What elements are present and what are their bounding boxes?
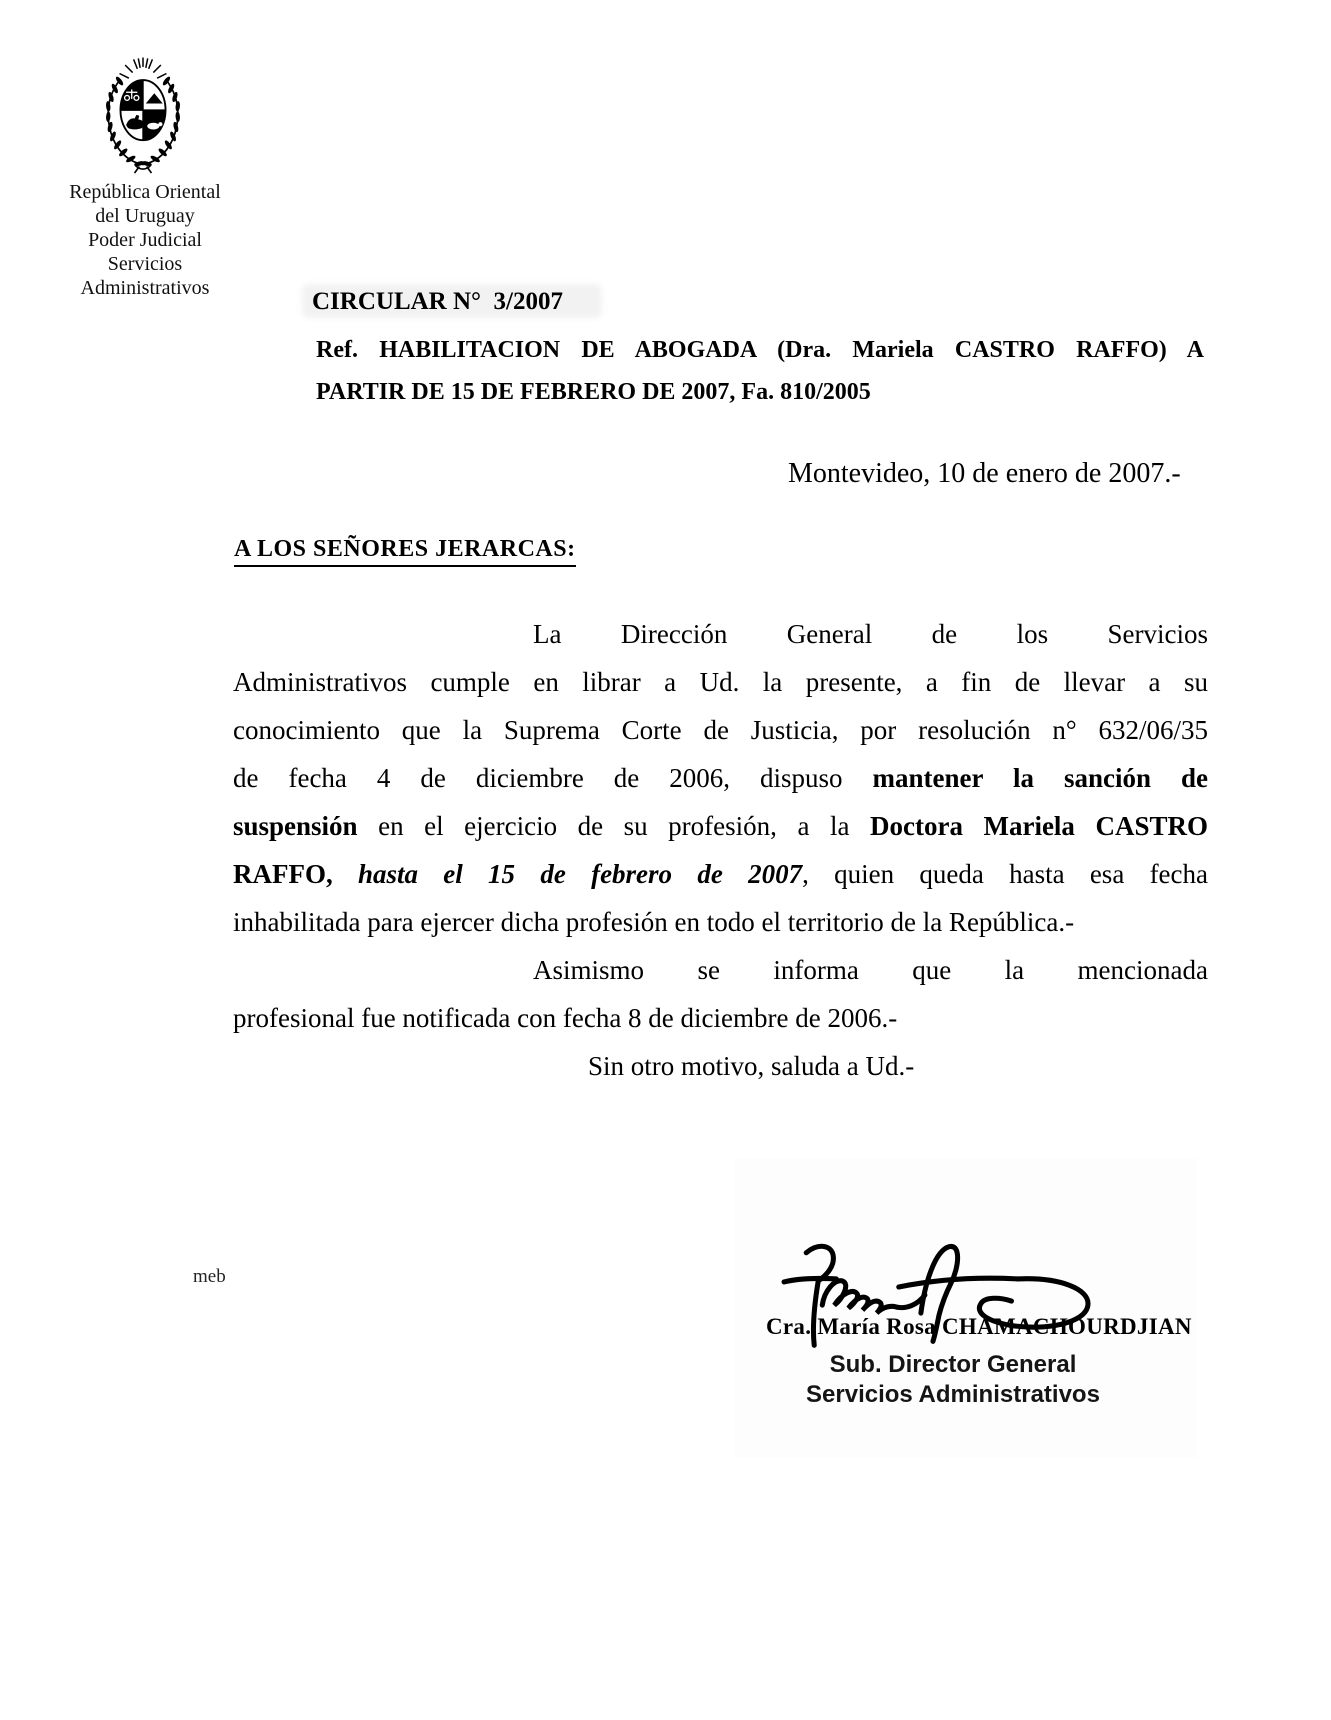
org-line: del Uruguay	[95, 205, 195, 227]
body-text-bold: mantener la sanción de	[872, 763, 1209, 793]
signer-department: Servicios Administrativos	[806, 1381, 1100, 1408]
body-text: , quien queda hasta esa fecha	[802, 859, 1209, 889]
circular-number: CIRCULAR N° 3/2007	[312, 288, 563, 315]
reference-line-1: Ref. HABILITACION DE ABOGADA (Dra. Mariela CASTRO RAFFO) A	[316, 337, 1204, 363]
salutation-text: A LOS SEÑORES JERARCAS:	[234, 536, 576, 567]
body-line: Asimismo se informa que la mencionada	[533, 955, 1208, 985]
body-line: inhabilitada para ejercer dicha profesión en todo el territorio de la República.-	[233, 907, 1075, 937]
closing-line: Sin otro motivo, saluda a Ud.-	[588, 1051, 915, 1081]
body-line	[233, 850, 1208, 898]
body-line: conocimiento que la Suprema Corte de Justicia, por resolución n° 632/06/35	[233, 715, 1208, 745]
salutation	[234, 536, 576, 567]
body-text-bold: suspensión	[233, 811, 358, 841]
org-line: Poder Judicial	[88, 229, 202, 251]
body-text: de fecha 4 de diciembre de 2006, dispuso	[233, 763, 873, 793]
body-text-bold: RAFFO,	[233, 859, 359, 889]
signer-name: Cra. María Rosa CHAMACHOURDJIAN	[766, 1314, 1192, 1339]
letterhead-org-block	[28, 180, 262, 300]
body-line: La Dirección General de los Servicios	[533, 619, 1208, 649]
typist-initials: meb	[193, 1266, 226, 1287]
letter-body	[233, 610, 1208, 1090]
org-line: Servicios	[107, 253, 183, 275]
body-text-bold: Doctora Mariela CASTRO	[869, 811, 1208, 841]
uruguay-coat-of-arms-icon	[96, 50, 190, 174]
body-line	[233, 754, 1208, 802]
body-line: profesional fue notificada con fecha 8 de diciembre de 2006.-	[233, 1003, 898, 1033]
signer-titles	[753, 1350, 1153, 1410]
body-line: Administrativos cumple en librar a Ud. la presente, a fin de llevar a su	[233, 667, 1208, 697]
org-line: República Oriental	[69, 181, 221, 203]
signer-title: Sub. Director General	[829, 1351, 1077, 1378]
org-line: Administrativos	[80, 277, 210, 299]
body-line	[233, 802, 1208, 850]
body-text: en el ejercicio de su profesión, a la	[357, 811, 870, 841]
body-text-bold-italic: hasta el 15 de febrero de 2007	[358, 859, 803, 889]
reference-line-2: PARTIR DE 15 DE FEBRERO DE 2007, Fa. 810/2005	[316, 379, 871, 405]
reference-subject	[316, 329, 1204, 413]
date-line: Montevideo, 10 de enero de 2007.-	[788, 458, 1181, 489]
